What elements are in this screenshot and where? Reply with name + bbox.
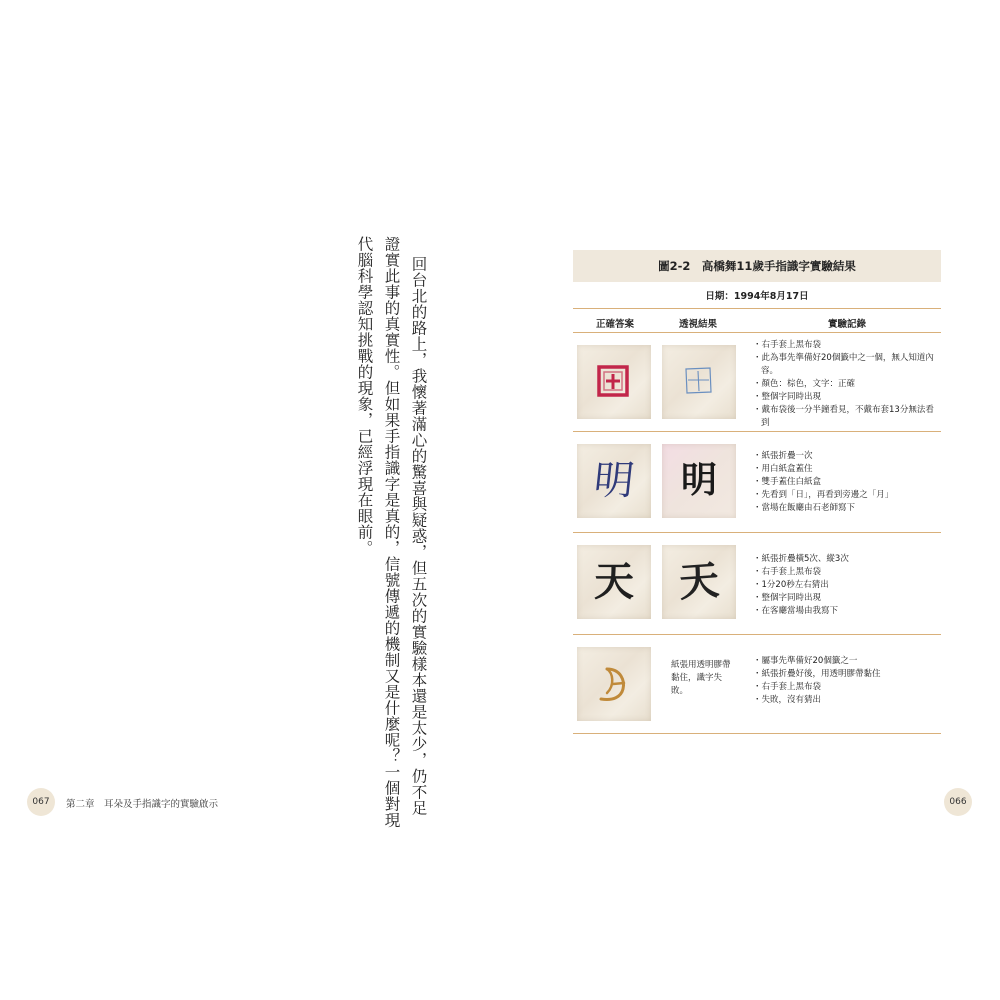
result-image: [662, 545, 736, 619]
note-line: ・整個字同時出現: [753, 392, 822, 402]
note-line: ・右手套上黑布袋: [753, 682, 822, 692]
note-line: ・當場在飯廳由石老師寫下: [753, 503, 856, 513]
body-text-column-3: 代腦科學認知挑戰的現象，已經浮現在眼前。: [355, 236, 374, 556]
note-line: ・戴布袋後一分半鐘看見，不戴布套13分無法看到: [753, 405, 934, 428]
body-text-column-2: 證實此事的真實性。但如果手指識字是真的，信號傳遞的機制又是什麼呢？一個對現: [382, 236, 401, 828]
note-line: ・右手套上黑布袋: [753, 567, 822, 577]
table-row: [573, 635, 941, 734]
answer-char: 明: [591, 458, 637, 504]
result-text: 紙張用透明膠帶黏住，識字失敗。: [671, 660, 731, 696]
record-notes: [753, 655, 941, 707]
result-image: [662, 444, 736, 518]
record-notes: [753, 553, 941, 618]
note-line: ・此為事先準備好20個籤中之一個，無人知道內容。: [753, 353, 934, 376]
table-header: [573, 309, 941, 333]
answer-char: 天: [594, 559, 634, 605]
page-number-right: 066: [944, 788, 972, 816]
note-line: ・先看到「日」，再看到旁邊之「月」: [753, 490, 894, 500]
note-line: ・紙張折疊橫5次、縱3次: [753, 554, 849, 564]
result-char: 明: [680, 460, 717, 501]
moon-stroke-image: [577, 647, 651, 721]
figure-title: 圖2-2 高橋舞11歲手指識字實驗結果: [573, 250, 941, 282]
header-result: 透視結果: [679, 319, 718, 330]
note-line: ・整個字同時出現: [753, 593, 822, 603]
answer-image: [577, 444, 651, 518]
table-row: [573, 432, 941, 533]
table-row: [573, 533, 941, 635]
note-line: ・失敗，沒有猜出: [753, 695, 822, 705]
record-notes: [753, 339, 941, 430]
answer-image: [577, 345, 651, 419]
note-line: ・在客廳當場由我寫下: [753, 606, 839, 616]
note-line: ・顏色：棕色，文字：正確: [753, 379, 856, 389]
note-line: ・1分20秒左右猜出: [753, 580, 829, 590]
result-char: 天: [677, 557, 721, 607]
header-record: 實驗記錄: [828, 319, 867, 330]
result-image: [662, 345, 736, 419]
page-number-left: 067: [27, 788, 55, 816]
figure-date: 日期：1994年8月17日: [573, 282, 941, 309]
chapter-running-title: 第二章 耳朵及手指識字的實驗啟示: [66, 799, 219, 810]
answer-image: [577, 545, 651, 619]
note-line: ・屬事先準備好20個籤之一: [753, 656, 858, 666]
figure-table: [573, 250, 941, 734]
note-line: ・紙張折疊一次: [753, 451, 813, 461]
note-line: ・雙手蓋住白紙盒: [753, 477, 822, 487]
note-line: ・用白紙盒蓋住: [753, 464, 813, 474]
record-notes: [753, 450, 941, 515]
answer-image: [577, 647, 651, 721]
table-row: [573, 333, 941, 432]
note-line: ・右手套上黑布袋: [753, 340, 822, 350]
body-text-column-1: 回台北的路上，我懷著滿心的驚喜與疑惑，但五次的實驗樣本還是太少，仍不足: [409, 256, 428, 816]
note-line: ・紙張折疊好後，用透明膠帶黏住: [753, 669, 881, 679]
header-correct-answer: 正確答案: [596, 319, 635, 330]
